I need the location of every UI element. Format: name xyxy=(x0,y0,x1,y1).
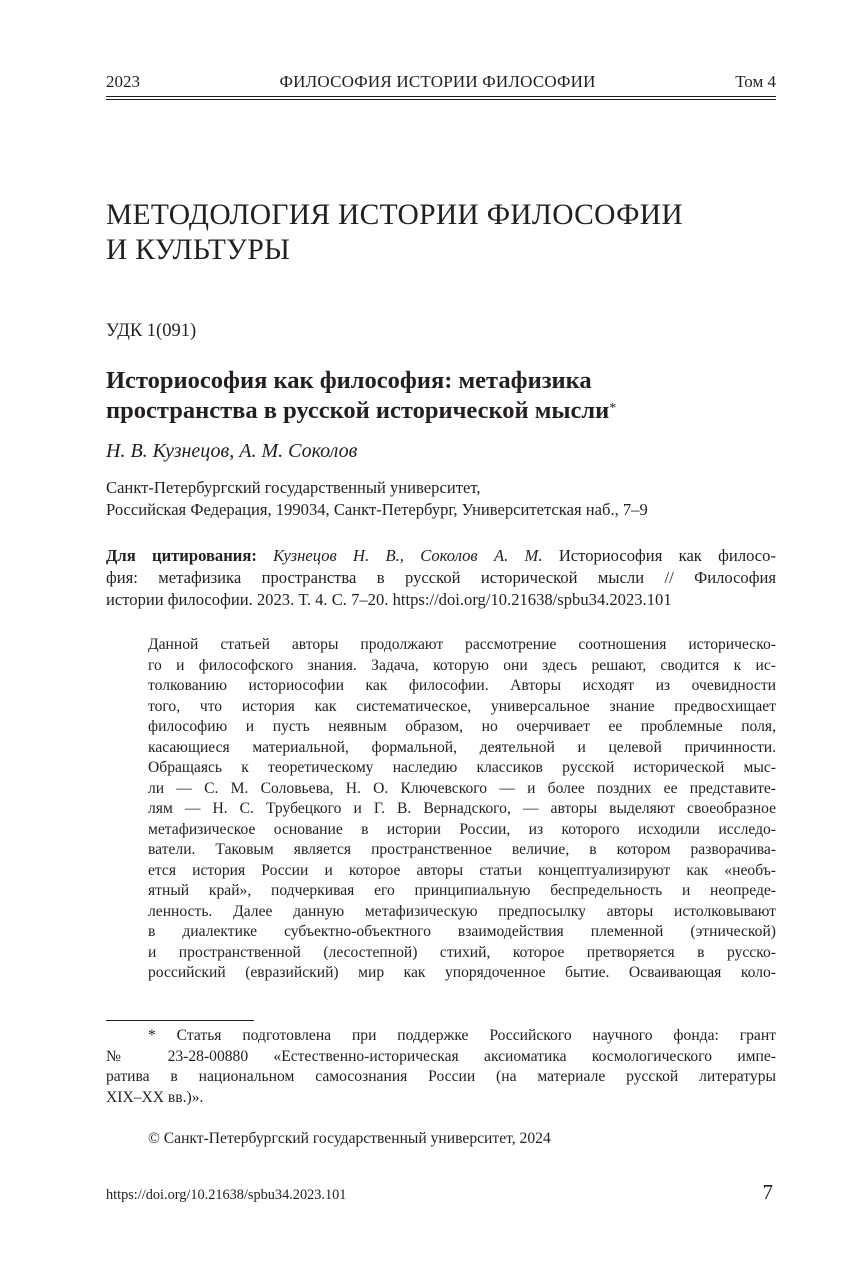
header-volume: Том 4 xyxy=(735,72,776,91)
abstract-line: ленность. Далее данную метафизическую предпосылку авторы истолковывают xyxy=(148,902,776,920)
abstract-line: философию и пусть неявным образом, но очерчивает ее проблемные поля, xyxy=(148,718,776,735)
abstract-line: го и философского знания. Задача, которую они здесь решают, сводится к ис- xyxy=(148,656,776,674)
footnote-line: ратива в национальном самосознания России (на материале русской литературы xyxy=(106,1068,776,1085)
doi-link[interactable]: https://doi.org/10.21638/spbu34.2023.101 xyxy=(106,1187,347,1203)
footnote-line: № 23-28-00880 «Естественно-историческая аксиоматика космологического импе- xyxy=(106,1047,776,1065)
article-title-text: пространства в русской исторической мысли xyxy=(106,397,610,424)
footnote-rule xyxy=(106,1020,254,1021)
abstract xyxy=(148,635,776,984)
citation-line xyxy=(106,545,776,567)
abstract-line: того, что история как систематическое, универсальное знание предвосхищает xyxy=(148,697,776,715)
citation-line: фия: метафизика пространства в русской исторической мысли // Философия xyxy=(106,568,776,587)
header-rule-bottom xyxy=(106,99,776,100)
citation-label: Для цитирования: xyxy=(106,546,257,565)
running-header xyxy=(106,72,776,98)
article-title-line: Историософия как философия: метафизика xyxy=(106,367,592,394)
footnote-line: * Статья подготовлена при поддержке Российского научного фонда: грант xyxy=(148,1027,776,1044)
abstract-line: ется история России и которое авторы статьи концептуализируют как «необъ- xyxy=(148,861,776,879)
section-title-line: И КУЛЬТУРЫ xyxy=(106,234,291,266)
section-title xyxy=(106,198,786,268)
header-rule-top xyxy=(106,96,776,97)
footnote-marker[interactable]: * xyxy=(609,401,617,416)
abstract-line: и пространственной (лесостепной) стихий, которое претворяется в русско- xyxy=(148,943,776,961)
abstract-line: в диалектике субъектно-объектного взаимодействия племенной (этнической) xyxy=(148,923,776,940)
section-title-line: МЕТОДОЛОГИЯ ИСТОРИИ ФИЛОСОФИИ xyxy=(106,199,683,231)
udc-code: УДК 1(091) xyxy=(106,321,197,341)
citation-line: истории философии. 2023. Т. 4. С. 7–20. https://doi.org/10.21638/spbu34.2023.101 xyxy=(106,590,672,609)
page-number: 7 xyxy=(762,1180,773,1204)
authors: Н. В. Кузнецов, А. М. Соколов xyxy=(106,440,358,462)
header-journal-title: ФИЛОСОФИЯ ИСТОРИИ ФИЛОСОФИИ xyxy=(279,72,596,91)
citation-authors: Кузнецов Н. В., Соколов А. М. xyxy=(273,546,543,565)
article-title-line xyxy=(106,396,786,426)
abstract-line: метафизическое основание в истории России, из которого исходили исследо- xyxy=(148,820,776,838)
copyright-notice: © Санкт-Петербургский государственный университет, 2024 xyxy=(148,1130,551,1147)
abstract-line: лям — Н. С. Трубецкого и Г. В. Вернадского, — авторы выделяют своеобразное xyxy=(148,800,776,817)
citation-title-start: Историософия как филосо- xyxy=(558,546,776,565)
abstract-line: Обращаясь к теоретическому наследию классиков русской исторической мыс- xyxy=(148,759,776,776)
abstract-line: ятный край», подчеркивая его принципиальную беспредельность и неопреде- xyxy=(148,882,776,899)
abstract-line: Данной статьей авторы продолжают рассмотрение соотношения историческо- xyxy=(148,636,776,653)
header-year: 2023 xyxy=(106,72,140,91)
footnote-line: XIX–XX вв.)». xyxy=(106,1088,204,1106)
abstract-line: толкованию историософии как философии. Авторы исходят из очевидности xyxy=(148,677,776,694)
footnote xyxy=(106,1026,776,1108)
abstract-line: касающиеся материальной, формальной, деятельной и целевой причинности. xyxy=(148,738,776,756)
affiliation-line: Российская Федерация, 199034, Санкт-Петербург, Университетская наб., 7–9 xyxy=(106,500,648,519)
affiliation-line: Санкт-Петербургский государственный университет, xyxy=(106,478,481,497)
affiliation xyxy=(106,477,786,521)
citation-block xyxy=(106,545,776,611)
abstract-line: российский (евразийский) мир как упорядоченное бытие. Осваивающая коло- xyxy=(148,964,776,981)
abstract-line: ли — С. М. Соловьева, Н. О. Ключевского — и более поздних ее представите- xyxy=(148,779,776,797)
abstract-line: ватели. Таковым является пространственное величие, в котором разворачива- xyxy=(148,841,776,858)
article-title xyxy=(106,366,786,426)
